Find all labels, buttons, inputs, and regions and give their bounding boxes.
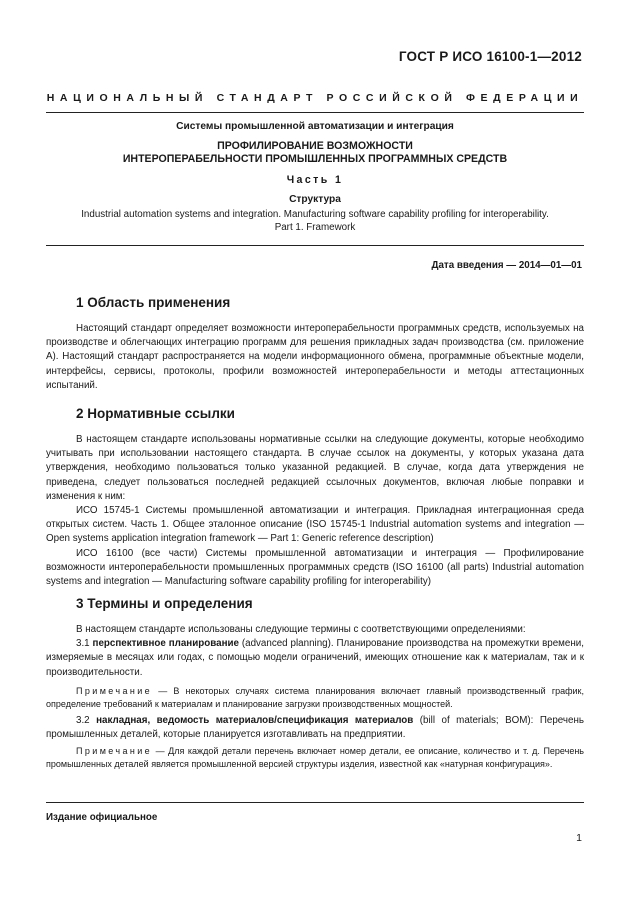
section-2-body [46,433,584,589]
section-3-intro: В настоящем стандарте использованы следующие термины с соответствующими определениями: [76,624,526,635]
term-3-1-term: перспективное планирование [92,638,239,650]
note-2-text: — Для каждой детали перечень включает номер детали, ее описание, количество и т. д. Перечень промышленных деталей является промышленной версией структуры изделия, известной как «натурная конфигурация». [46,746,584,769]
effective-date-label: Дата введения [431,260,504,271]
standard-series: Системы промышленной автоматизации и интеграция [176,121,454,132]
note-1-label: Примечание [76,686,153,696]
section-3-heading: 3 Термины и определения [76,596,253,611]
top-divider [46,112,584,113]
title-line-2: ИНТЕРОПЕРАБЕЛЬНОСТИ ПРОМЫШЛЕННЫХ ПРОГРАММНЫХ СРЕДСТВ [122,153,508,165]
term-3-2-term: накладная, ведомость материалов/спецификация материалов [96,715,414,726]
footer-divider [46,802,584,803]
english-title-line-2: Part 1. Framework [274,221,356,233]
part-subtitle: Структура [289,194,341,205]
term-3-1-definition: (advanced planning). Планирование производства на промежутки времени, измеряемые в месяцах или годах, с помощью модели ограничений, имеющих отношение как к материалам, так и к производительности. [46,638,584,678]
note-2-label: Примечание [76,746,153,756]
section-1-paragraph: Настоящий стандарт определяет возможности интероперабельности программных средств, используемых на производстве и облегчающих интеграцию программ для решения прикладных задач производства (см. приложение А). Настоящий стандарт распространяется на модели информационного обмена, программные объектные модели, интерфейсы, сервисы, протоколы, профили возможностей интероперабельности и методы аттестационных испытаний. [46,323,584,391]
english-title [46,209,584,234]
title-divider [46,245,584,246]
section-2-paragraph-2: ИСО 15745-1 Системы промышленной автоматизации и интеграция. Прикладная интеграционная среда открытых систем. Часть 1. Общее эталонное описание (ISO 15745-1 Industrial automation systems and integration — Open systems application integration framework — Part 1: Generic reference description) [46,505,584,545]
effective-date [431,260,582,271]
effective-date-value: — 2014—01—01 [506,260,582,271]
section-2-heading: 2 Нормативные ссылки [76,406,235,421]
english-title-line-1: Industrial automation systems and integration. Manufacturing software capability profiling for interoperability. [81,209,549,220]
term-3-2-block [46,714,584,742]
national-standard-banner: НАЦИОНАЛЬНЫЙ СТАНДАРТ РОССИЙСКОЙ ФЕДЕРАЦИИ [46,92,584,104]
section-2-paragraph-3: ИСО 16100 (все части) Системы промышленной автоматизации и интеграция — Профилирование возможности интероперабельности промышленных программных средств (ISO 16100 (all parts) Industrial automation systems and integration — Manufacturing software capability profiling for interoperability) [46,547,584,588]
standard-code: ГОСТ Р ИСО 16100-1—2012 [398,49,582,64]
term-3-2-number: 3.2 [76,715,90,726]
term-3-1-number: 3.1 [76,638,90,650]
official-edition-label: Издание официальное [46,812,158,823]
term-3-1 [46,637,584,680]
term-3-2-definition: (bill of materials; BOM): Перечень промышленных деталей, которые планируется изготавливать на предприятии. [46,715,584,741]
note-2 [46,745,584,771]
note-1 [46,685,584,711]
section-1-body [46,322,584,393]
section-2-paragraph-1: В настоящем стандарте использованы нормативные ссылки на следующие документы, которые необходимо учитывать при использовании настоящего стандарта. В случае ссылок на документы, у которых указана дата утверждения, необходимо пользоваться только указанной редакцией. В случае, когда дата утверждения не приведена, следует пользоваться последней редакцией ссылочных документов, включая любые поправки и изменения к ним: [46,434,584,502]
term-3-2 [46,714,584,742]
title-line-1: ПРОФИЛИРОВАНИЕ ВОЗМОЖНОСТИ [217,140,413,152]
page-number: 1 [576,832,582,844]
section-3-body [46,623,584,680]
part-number: Часть 1 [286,174,344,186]
section-1-heading: 1 Область применения [76,295,231,310]
note-1-text: — В некоторых случаях система планирования включает главный производственный график, определение требований к материалам и планирование загрузки производственных мощностей. [46,686,584,709]
document-title [46,140,584,166]
